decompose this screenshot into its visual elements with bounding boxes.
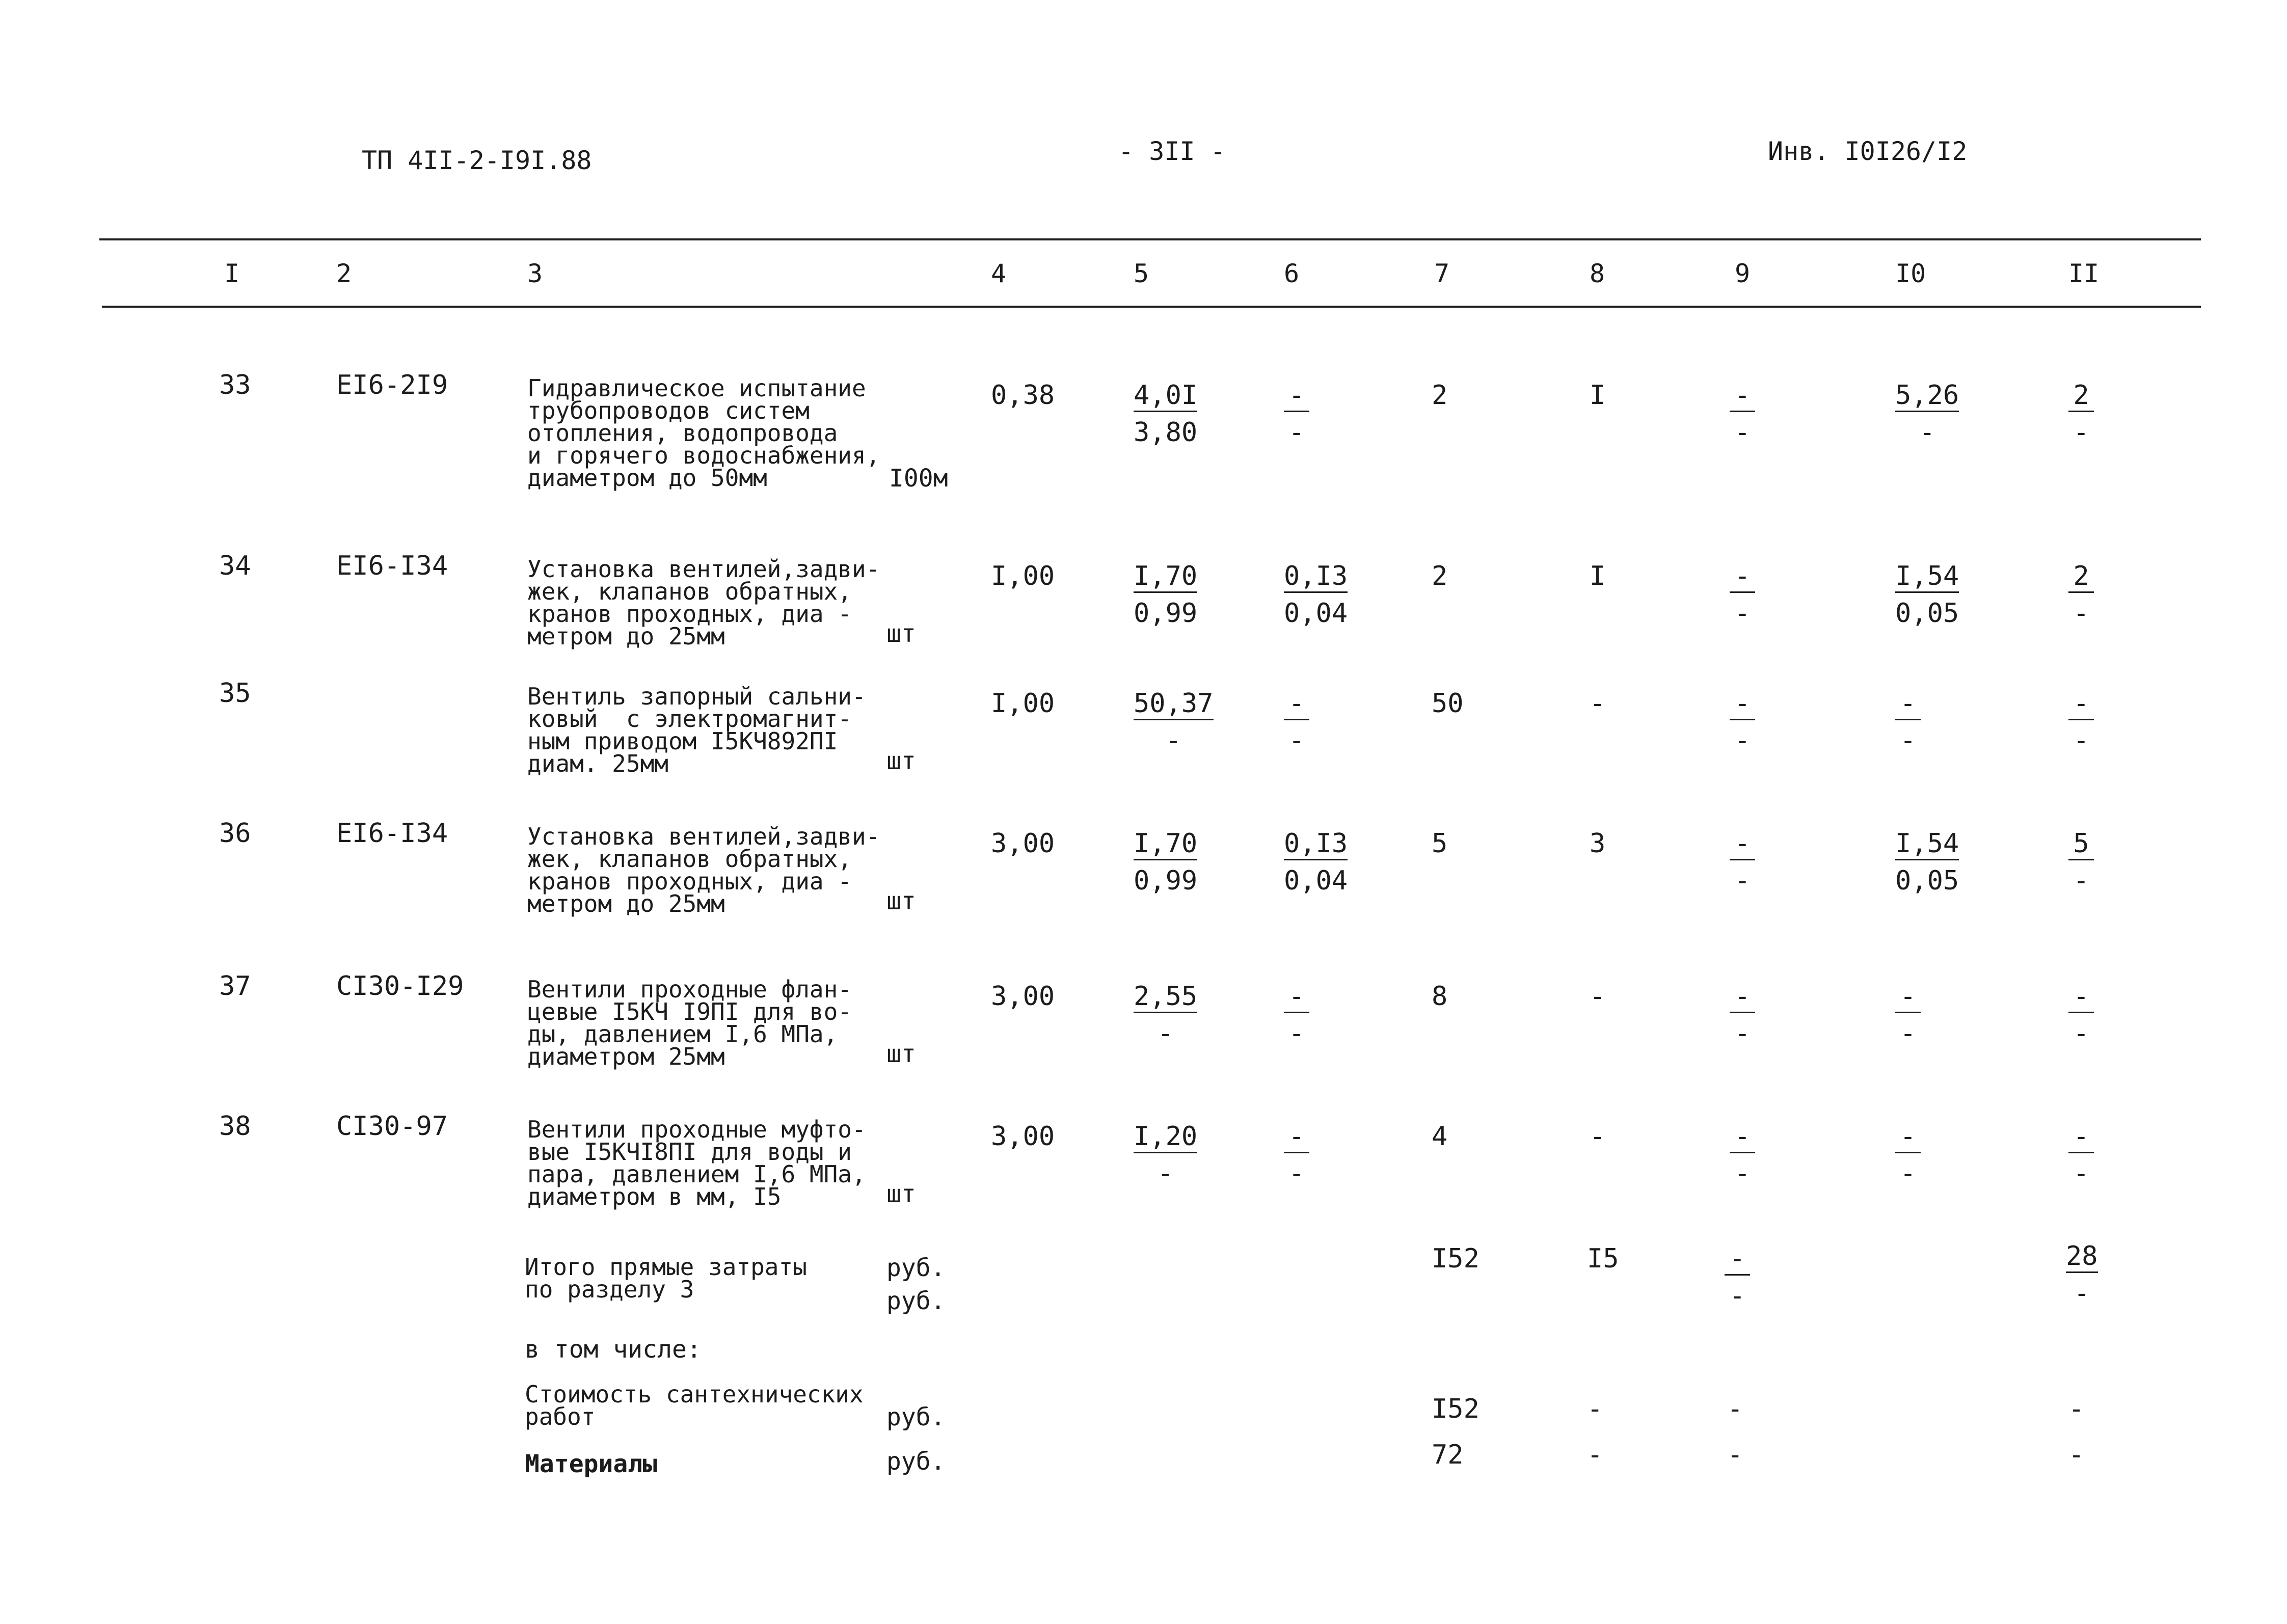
- row-36-col10-top: I,54: [1895, 830, 1959, 860]
- totals-col9: [1725, 1243, 1750, 1311]
- row-36-description: Установка вентилей,задви- жек, клапанов обратных, кранов проходных, диа - метром до 25мм: [527, 823, 880, 917]
- row-37-col5-bottom: -: [1157, 1018, 1174, 1049]
- row-38-description: Вентили проходные муфто- вые I5КЧI8ПI для воды и пара, давлением I,6 МПа, диаметром в мм, I5: [527, 1116, 866, 1210]
- row-37-col9-bottom: -: [1734, 1018, 1751, 1049]
- row-37-col10-bottom: -: [1900, 1018, 1916, 1049]
- totals-unit-2: руб.: [886, 1287, 946, 1315]
- materials-col9: -: [1727, 1440, 1743, 1470]
- totals-col7: I52: [1432, 1243, 1479, 1274]
- totals-col11-bottom: -: [2074, 1278, 2090, 1309]
- row-34-col9: [1730, 563, 1755, 627]
- row-36-col5: [1134, 830, 1197, 894]
- row-36-col9: [1730, 830, 1755, 894]
- row-38-col9-bottom: -: [1734, 1158, 1751, 1189]
- including-label: в том числе:: [525, 1335, 702, 1364]
- row-35-col9: [1730, 690, 1755, 754]
- row-35-col10-top: -: [1895, 690, 1921, 720]
- row-35-col6-top: -: [1284, 690, 1309, 720]
- column-header-2: 2: [336, 259, 352, 288]
- column-header-7: 7: [1434, 259, 1450, 288]
- row-36-col5-top: I,70: [1134, 830, 1197, 860]
- row-34-col6: [1284, 563, 1348, 627]
- plumbing-col9: -: [1727, 1394, 1743, 1424]
- row-35-col11: [2068, 690, 2094, 754]
- header-bottom-rule: [102, 306, 2201, 308]
- row-37-col5-top: 2,55: [1134, 983, 1197, 1013]
- column-header-3: 3: [527, 259, 543, 288]
- column-header-4: 4: [991, 259, 1007, 288]
- row-35-number: 35: [219, 678, 251, 709]
- row-37-col10: [1895, 983, 1921, 1047]
- row-33-col8: I: [1590, 380, 1606, 411]
- row-34-col8: I: [1590, 561, 1606, 591]
- plumbing-label: Стоимость сантехнических работ: [525, 1381, 864, 1430]
- totals-col11-top: 28: [2066, 1243, 2098, 1273]
- row-36-col11-top: 5: [2068, 830, 2094, 860]
- row-37-code: СI30-I29: [336, 971, 464, 1002]
- totals-unit-1: руб.: [886, 1254, 946, 1282]
- row-34-col9-bottom: -: [1734, 598, 1751, 629]
- row-36-col9-top: -: [1730, 830, 1755, 860]
- row-37-col6-bottom: -: [1288, 1018, 1305, 1049]
- page-number: - 3II -: [1118, 137, 1226, 166]
- row-33-col10: [1895, 382, 1959, 446]
- row-34-col6-top: 0,I3: [1284, 563, 1348, 593]
- row-38-unit: шт: [886, 1180, 916, 1208]
- row-34-col10: [1895, 563, 1959, 627]
- row-38-col5: [1134, 1123, 1197, 1187]
- row-34-unit: шт: [886, 619, 916, 648]
- materials-unit: руб.: [886, 1447, 946, 1476]
- totals-col9-bottom: -: [1729, 1281, 1745, 1311]
- column-header-8: 8: [1590, 259, 1605, 288]
- row-33-col6: [1284, 382, 1309, 446]
- row-38-col5-top: I,20: [1134, 1123, 1197, 1153]
- row-38-col6-top: -: [1284, 1123, 1309, 1153]
- column-header-11: II: [2068, 259, 2100, 288]
- row-38-col10-top: -: [1895, 1123, 1921, 1153]
- row-38-col11-bottom: -: [2073, 1158, 2089, 1189]
- row-38-col9-top: -: [1730, 1123, 1755, 1153]
- row-33-col10-top: 5,26: [1895, 382, 1959, 412]
- row-38-col11-top: -: [2068, 1123, 2094, 1153]
- row-34-col11: [2068, 563, 2094, 627]
- row-33-col9-bottom: -: [1734, 417, 1751, 448]
- column-header-9: 9: [1735, 259, 1751, 288]
- row-34-col9-top: -: [1730, 563, 1755, 593]
- materials-col8: -: [1587, 1440, 1603, 1470]
- row-38-quantity: 3,00: [991, 1121, 1055, 1152]
- plumbing-col7: I52: [1432, 1394, 1479, 1424]
- row-34-quantity: I,00: [991, 561, 1055, 591]
- row-38-col8: -: [1590, 1121, 1606, 1152]
- column-header-6: 6: [1284, 259, 1300, 288]
- row-38-code: СI30-97: [336, 1111, 448, 1142]
- row-35-unit: шт: [886, 747, 916, 775]
- totals-label: Итого прямые затраты по разделу 3: [525, 1253, 807, 1303]
- row-36-col6-top: 0,I3: [1284, 830, 1348, 860]
- row-34-number: 34: [219, 551, 251, 581]
- row-34-col6-bottom: 0,04: [1284, 598, 1348, 629]
- row-33-col11-bottom: -: [2073, 417, 2089, 448]
- row-33-col6-bottom: -: [1288, 417, 1305, 448]
- row-37-col7: 8: [1432, 981, 1448, 1012]
- row-33-description: Гидравлическое испытание трубопроводов систем отопления, водопровода и горячего водоснабжения, диаметром до 50мм: [527, 374, 880, 492]
- materials-label: Материалы: [525, 1450, 658, 1478]
- row-37-col8: -: [1590, 981, 1606, 1012]
- row-35-col8: -: [1590, 688, 1606, 719]
- row-33-col5-bottom: 3,80: [1134, 417, 1198, 448]
- row-37-quantity: 3,00: [991, 981, 1055, 1012]
- row-38-col9: [1730, 1123, 1755, 1187]
- row-33-col5: [1134, 382, 1197, 446]
- row-38-col10: [1895, 1123, 1921, 1187]
- row-38-col6-bottom: -: [1288, 1158, 1305, 1189]
- row-35-col6: [1284, 690, 1309, 754]
- totals-col8: I5: [1587, 1243, 1619, 1274]
- row-36-col11: [2068, 830, 2094, 894]
- row-37-col11-bottom: -: [2073, 1018, 2089, 1049]
- row-35-col10-bottom: -: [1900, 725, 1916, 756]
- row-36-code: ЕI6-I34: [336, 818, 448, 849]
- row-33-col7: 2: [1432, 380, 1448, 411]
- row-33-code: ЕI6-2I9: [336, 370, 448, 400]
- row-36-col10-bottom: 0,05: [1895, 865, 1959, 896]
- plumbing-col8: -: [1587, 1394, 1603, 1424]
- column-header-5: 5: [1134, 259, 1149, 288]
- row-37-col9: [1730, 983, 1755, 1047]
- materials-col11: -: [2068, 1440, 2085, 1470]
- row-37-col6-top: -: [1284, 983, 1309, 1013]
- column-header-10: I0: [1895, 259, 1926, 288]
- totals-col9-top: -: [1725, 1246, 1750, 1276]
- row-34-col10-bottom: 0,05: [1895, 598, 1959, 629]
- row-34-code: ЕI6-I34: [336, 551, 448, 581]
- row-34-col11-bottom: -: [2073, 598, 2089, 629]
- row-34-col10-top: I,54: [1895, 563, 1959, 593]
- row-35-col5-top: 50,37: [1134, 690, 1214, 720]
- row-36-col5-bottom: 0,99: [1134, 865, 1198, 896]
- row-35-col6-bottom: -: [1288, 725, 1305, 756]
- row-37-col11: [2068, 983, 2094, 1047]
- row-36-col6-bottom: 0,04: [1284, 865, 1348, 896]
- row-36-unit: шт: [886, 887, 916, 915]
- row-33-col5-top: 4,0I: [1134, 382, 1197, 412]
- row-38-col11: [2068, 1123, 2094, 1187]
- row-36-col10: [1895, 830, 1959, 894]
- row-35-col5-bottom: -: [1165, 725, 1181, 756]
- row-33-col11-top: 2: [2068, 382, 2094, 412]
- table-top-rule: [99, 238, 2201, 240]
- row-35-quantity: I,00: [991, 688, 1055, 719]
- row-34-col5-bottom: 0,99: [1134, 598, 1198, 629]
- row-34-description: Установка вентилей,задви- жек, клапанов обратных, кранов проходных, диа - метром до 25мм: [527, 555, 880, 650]
- row-33-col6-top: -: [1284, 382, 1309, 412]
- materials-col7: 72: [1432, 1440, 1464, 1470]
- row-38-col7: 4: [1432, 1121, 1448, 1152]
- row-37-number: 37: [219, 971, 251, 1002]
- row-36-col6: [1284, 830, 1348, 894]
- row-35-col5: [1134, 690, 1214, 754]
- row-38-col10-bottom: -: [1900, 1158, 1916, 1189]
- plumbing-col11: -: [2068, 1394, 2085, 1424]
- doc-code: ТП 4II-2-I9I.88: [362, 146, 592, 175]
- row-33-quantity: 0,38: [991, 380, 1055, 411]
- row-35-col7: 50: [1432, 688, 1464, 719]
- row-38-col6: [1284, 1123, 1309, 1187]
- inventory-number: Инв. I0I26/I2: [1768, 137, 1968, 166]
- row-36-col8: 3: [1590, 828, 1606, 859]
- row-34-col11-top: 2: [2068, 563, 2094, 593]
- row-37-col11-top: -: [2068, 983, 2094, 1013]
- row-33-number: 33: [219, 370, 251, 400]
- row-35-col11-top: -: [2068, 690, 2094, 720]
- row-37-description: Вентили проходные флан- цевые I5КЧ I9ПI для во- ды, давлением I,6 МПа, диаметром 25мм: [527, 976, 852, 1070]
- row-35-col11-bottom: -: [2073, 725, 2089, 756]
- row-33-col10-bottom: -: [1919, 417, 1935, 448]
- row-33-unit: I00м: [889, 464, 948, 493]
- row-35-description: Вентиль запорный сальни- ковый с электромагнит- ным приводом I5КЧ892ПI диам. 25мм: [527, 683, 866, 777]
- row-33-col9: [1730, 382, 1755, 446]
- row-37-col5: [1134, 983, 1197, 1047]
- row-34-col7: 2: [1432, 561, 1448, 591]
- row-33-col9-top: -: [1730, 382, 1755, 412]
- row-36-number: 36: [219, 818, 251, 849]
- totals-col11: [2066, 1243, 2098, 1307]
- row-36-quantity: 3,00: [991, 828, 1055, 859]
- row-37-unit: шт: [886, 1040, 916, 1068]
- row-36-col11-bottom: -: [2073, 865, 2089, 896]
- row-35-col10: [1895, 690, 1921, 754]
- row-38-number: 38: [219, 1111, 251, 1142]
- row-34-col5-top: I,70: [1134, 563, 1197, 593]
- row-36-col9-bottom: -: [1734, 865, 1751, 896]
- row-35-col9-bottom: -: [1734, 725, 1751, 756]
- row-36-col7: 5: [1432, 828, 1448, 859]
- row-35-col9-top: -: [1730, 690, 1755, 720]
- column-header-1: I: [224, 259, 240, 288]
- row-33-col11: [2068, 382, 2094, 446]
- row-38-col5-bottom: -: [1157, 1158, 1174, 1189]
- plumbing-unit: руб.: [886, 1403, 946, 1431]
- row-37-col6: [1284, 983, 1309, 1047]
- row-37-col9-top: -: [1730, 983, 1755, 1013]
- row-37-col10-top: -: [1895, 983, 1921, 1013]
- row-34-col5: [1134, 563, 1197, 627]
